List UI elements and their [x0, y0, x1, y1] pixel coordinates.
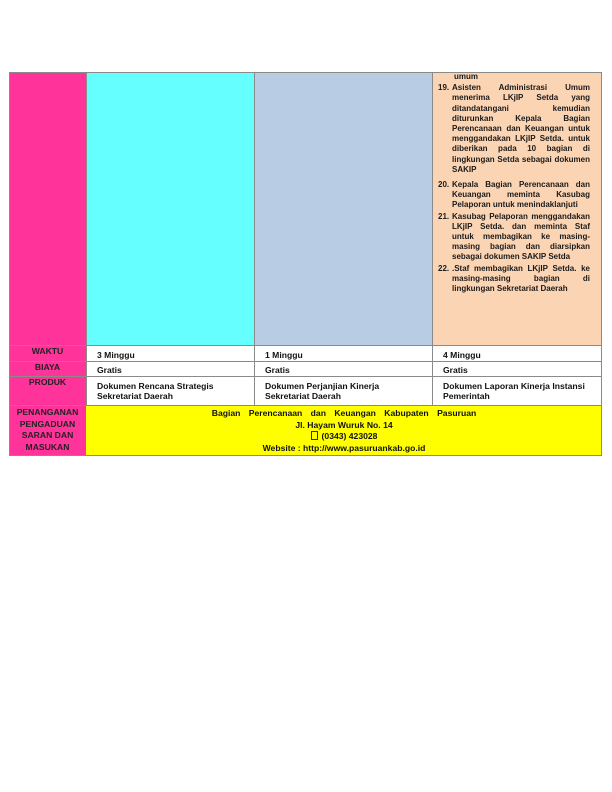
waktu-stage3: 4 Minggu [443, 350, 481, 360]
contact-org: Bagian Perencanaan dan Keuangan Kabupaten Pasuruan [211, 408, 477, 418]
table-border-left [9, 72, 10, 456]
stage1-column-bg [86, 72, 254, 345]
contact-phone: (0343) 423028 [321, 431, 378, 441]
stage2-column-bg [254, 72, 432, 345]
produk-stage1: Dokumen Rencana Strategis Sekretariat Daerah [97, 381, 214, 401]
contact-phone-line [86, 431, 602, 443]
row-divider-waktu [9, 345, 602, 346]
waktu-stage2: 1 Minggu [265, 350, 303, 360]
biaya-stage3: Gratis [443, 365, 468, 375]
procedure-continuation: umum [454, 72, 478, 81]
table-border-bottom [9, 455, 602, 456]
phone-icon [311, 431, 318, 440]
biaya-stage2: Gratis [265, 365, 290, 375]
waktu-stage1: 3 Minggu [97, 350, 135, 360]
biaya-stage1: Gratis [97, 365, 122, 375]
penanganan-label: PENANGANAN PENGADUAN SARAN DAN MASUKAN [16, 407, 79, 452]
procedure-step: 19. Asisten Administrasi Umum menerima LKjIP Setda yang ditandatangani kemudian diturunkan Kepala Bagian Perencanaan dan Keuangan untuk menggandakan LKjIP Setda. untuk diberikan pada 10 bagian di lingkungan Setda sebagai dokumen SAKIP [438, 83, 590, 174]
contact-website[interactable]: Website : http://www.pasuruankab.go.id [262, 442, 426, 453]
column-divider-2 [254, 72, 255, 405]
biaya-label: BIAYA [34, 362, 61, 372]
contact-address: Jl. Hayam Wuruk No. 14 [295, 419, 393, 430]
procedure-steps [438, 72, 590, 294]
row-divider-produk [9, 376, 602, 377]
column-divider-3 [432, 72, 433, 405]
procedure-step: 22. .Staf membagikan LKjIP Setda. ke masing-masing bagian di lingkungan Sekretariat Daerah [438, 263, 590, 294]
table-border-right [601, 72, 602, 456]
produk-stage3: Dokumen Laporan Kinerja Instansi Pemerintah [443, 381, 585, 401]
produk-stage2: Dokumen Perjanjian Kinerja Sekretariat Daerah [265, 381, 380, 401]
procedure-step: 21. Kasubag Pelaporan menggandakan LKjIP Setda. dan meminta Staf untuk membagikan ke masing- masing bagian dan diarsipkan sebagai dokumen SAKIP Setda [438, 211, 590, 262]
row-divider-biaya [9, 361, 602, 362]
waktu-label: WAKTU [31, 346, 64, 356]
produk-label: PRODUK [28, 377, 67, 387]
column-divider-1 [86, 72, 87, 405]
procedure-step: 20. Kepala Bagian Perencanaan dan Keuangan meminta Kasubag Pelaporan untuk menindaklanjuti [438, 180, 590, 210]
label-column-bg [9, 72, 86, 408]
contact-info [86, 405, 602, 454]
